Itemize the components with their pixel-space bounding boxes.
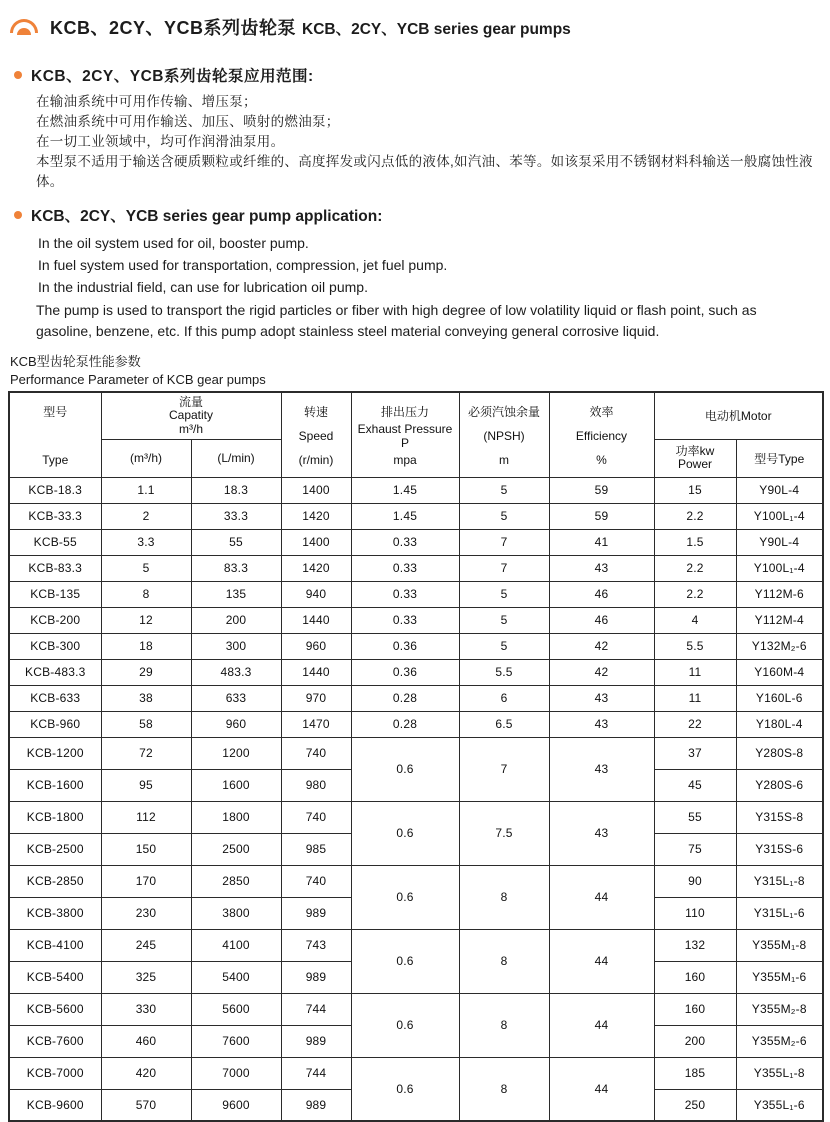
cell-capacity-lmin: 2500 [191,833,281,865]
cell-speed: 744 [281,1057,351,1089]
cell-type: KCB-960 [9,711,101,737]
cell-efficiency: 44 [549,1057,654,1121]
cell-type: KCB-4100 [9,929,101,961]
cell-motor-type: Y280S-6 [736,769,823,801]
cell-motor-type: Y100L₁-4 [736,503,823,529]
cell-npsh: 7 [459,529,549,555]
table-caption-en: Performance Parameter of KCB gear pumps [10,371,266,387]
cell-type: KCB-1600 [9,769,101,801]
cell-pressure: 0.33 [351,581,459,607]
cell-type: KCB-300 [9,633,101,659]
cell-motor-type: Y160M-4 [736,659,823,685]
cell-motor-type: Y280S-8 [736,737,823,769]
cell-power: 185 [654,1057,736,1089]
cell-pressure: 0.33 [351,555,459,581]
cn-line: 本型泵不适用于输送含硬质颗粒或纤维的、高度挥发或闪点低的液体,如汽油、苯等。如该泵采用不锈钢材料科输送一般腐蚀性液体。 [36,154,813,189]
cell-speed: 740 [281,737,351,769]
header-speed-zh: 转速 [303,404,328,419]
section-heading-cn [14,64,822,86]
cell-capacity-m3h: 72 [101,737,191,769]
cell-speed: 989 [281,897,351,929]
cell-type: KCB-483.3 [9,659,101,685]
section-heading-cn-text: KCB、2CY、YCB系列齿轮泵应用范围: [31,68,314,85]
header-speed [281,392,351,477]
cell-capacity-m3h: 460 [101,1025,191,1057]
cell-type: KCB-7600 [9,1025,101,1057]
table-row [9,555,823,581]
cn-line: 在输油系统中可用作传输、增压泵； [36,94,257,109]
cell-type: KCB-33.3 [9,503,101,529]
header-pressure-en: Exhaust Pressure P [357,422,453,451]
cell-pressure: 0.6 [351,1057,459,1121]
cell-capacity-lmin: 5400 [191,961,281,993]
cell-type: KCB-2500 [9,833,101,865]
cell-speed: 740 [281,801,351,833]
cell-pressure: 0.28 [351,711,459,737]
cell-power: 2.2 [654,503,736,529]
table-row [9,1057,823,1089]
cell-capacity-m3h: 330 [101,993,191,1025]
cell-speed: 1420 [281,555,351,581]
header-power-en: Power [677,457,712,471]
cell-power: 4 [654,607,736,633]
cell-capacity-m3h: 38 [101,685,191,711]
cell-pressure: 0.36 [351,659,459,685]
cell-speed: 970 [281,685,351,711]
cell-capacity-lmin: 1600 [191,769,281,801]
cell-motor-type: Y355L₁-6 [736,1089,823,1121]
cell-capacity-lmin: 83.3 [191,555,281,581]
header-motor-group: 电动机Motor [654,392,823,439]
cell-type: KCB-3800 [9,897,101,929]
cell-capacity-m3h: 12 [101,607,191,633]
cell-speed: 744 [281,993,351,1025]
cell-power: 22 [654,711,736,737]
cell-power: 110 [654,897,736,929]
cell-capacity-m3h: 570 [101,1089,191,1121]
cell-efficiency: 44 [549,865,654,929]
cell-pressure: 1.45 [351,503,459,529]
cn-line: 在燃油系统中可用作输送、加压、喷射的燃油泵； [36,114,340,129]
cell-motor-type: Y100L₁-4 [736,555,823,581]
cell-capacity-m3h: 325 [101,961,191,993]
cell-power: 160 [654,961,736,993]
header-capacity-unit: m³/h [179,421,203,436]
cell-type: KCB-7000 [9,1057,101,1089]
table-row [9,993,823,1025]
cell-motor-type: Y355L₁-8 [736,1057,823,1089]
table-row [9,503,823,529]
cell-capacity-m3h: 420 [101,1057,191,1089]
table-row [9,711,823,737]
table-row [9,633,823,659]
cell-npsh: 6.5 [459,711,549,737]
cell-capacity-lmin: 18.3 [191,477,281,503]
header-pressure-zh: 排出压力 [380,404,429,419]
header-efficiency-en: Efficiency [575,429,628,444]
header-npsh-zh: 必须汽蚀余量 [467,404,540,419]
cell-power: 11 [654,659,736,685]
cell-power: 75 [654,833,736,865]
cell-motor-type: Y355M₂-8 [736,993,823,1025]
cell-motor-type: Y355M₂-6 [736,1025,823,1057]
cell-power: 1.5 [654,529,736,555]
cell-capacity-m3h: 58 [101,711,191,737]
table-row [9,865,823,897]
cell-speed: 1400 [281,477,351,503]
cell-pressure: 0.6 [351,865,459,929]
en-line: In fuel system used for transportation, compression, jet fuel pump. [38,257,448,273]
table-body [9,477,823,1121]
en-line: In the industrial field, can use for lubrication oil pump. [38,279,368,295]
cell-efficiency: 43 [549,801,654,865]
cell-capacity-m3h: 18 [101,633,191,659]
header-npsh [459,392,549,477]
cell-motor-type: Y355M₁-8 [736,929,823,961]
header-motor-type: 型号Type [736,439,823,477]
cell-power: 250 [654,1089,736,1121]
cell-pressure: 0.33 [351,529,459,555]
cell-npsh: 7 [459,737,549,801]
bullet-icon [14,211,22,219]
cell-type: KCB-55 [9,529,101,555]
cell-power: 200 [654,1025,736,1057]
header-power [654,439,736,477]
header-capacity-lmin: (L/min) [191,439,281,477]
cell-capacity-lmin: 7600 [191,1025,281,1057]
cell-capacity-lmin: 5600 [191,993,281,1025]
cell-pressure: 0.6 [351,929,459,993]
cell-motor-type: Y90L-4 [736,529,823,555]
table-row [9,529,823,555]
cell-type: KCB-1200 [9,737,101,769]
header-capacity-m3h: (m³/h) [101,439,191,477]
cell-pressure: 1.45 [351,477,459,503]
cell-power: 11 [654,685,736,711]
cell-capacity-lmin: 55 [191,529,281,555]
cell-motor-type: Y132M₂-6 [736,633,823,659]
cell-efficiency: 43 [549,555,654,581]
cell-power: 132 [654,929,736,961]
cell-capacity-m3h: 112 [101,801,191,833]
cell-type: KCB-5400 [9,961,101,993]
cell-efficiency: 43 [549,737,654,801]
cell-speed: 940 [281,581,351,607]
cell-capacity-lmin: 300 [191,633,281,659]
cell-capacity-lmin: 200 [191,607,281,633]
cell-speed: 743 [281,929,351,961]
cell-power: 5.5 [654,633,736,659]
cell-speed: 980 [281,769,351,801]
cell-capacity-m3h: 5 [101,555,191,581]
header-npsh-unit: m [499,452,509,467]
cell-capacity-lmin: 483.3 [191,659,281,685]
cell-capacity-m3h: 150 [101,833,191,865]
header-capacity-group [101,392,281,439]
cell-capacity-m3h: 230 [101,897,191,929]
cell-capacity-m3h: 2 [101,503,191,529]
cell-type: KCB-633 [9,685,101,711]
cn-line: 在一切工业领域中，均可作润滑油泵用。 [36,134,285,149]
cell-npsh: 8 [459,993,549,1057]
header-efficiency-zh: 效率 [589,404,614,419]
cell-speed: 1440 [281,659,351,685]
cell-npsh: 5 [459,503,549,529]
cell-speed: 1470 [281,711,351,737]
cell-npsh: 8 [459,1057,549,1121]
section-cn-body [36,92,826,192]
cell-capacity-m3h: 29 [101,659,191,685]
header-pressure-unit: mpa [393,452,417,467]
cell-power: 55 [654,801,736,833]
cell-speed: 1420 [281,503,351,529]
cell-efficiency: 43 [549,685,654,711]
cell-capacity-lmin: 4100 [191,929,281,961]
cell-npsh: 5 [459,633,549,659]
header-efficiency [549,392,654,477]
cell-npsh: 6 [459,685,549,711]
cell-npsh: 5 [459,581,549,607]
cell-speed: 960 [281,633,351,659]
cell-efficiency: 59 [549,503,654,529]
cell-capacity-lmin: 135 [191,581,281,607]
cell-power: 2.2 [654,555,736,581]
brand-arc-icon [10,19,40,35]
header-capacity-en: Capatity [168,408,214,422]
en-paragraph: The pump is used to transport the rigid particles or fiber with high degree of low volatility liquid or flash point, such as gasoline, benzene, etc. If this pump adopt stainless steel material conveying general corrosive liquid. [36,302,757,339]
table-captions [8,353,822,388]
cell-motor-type: Y160L-6 [736,685,823,711]
cell-efficiency: 46 [549,581,654,607]
cell-capacity-lmin: 2850 [191,865,281,897]
cell-pressure: 0.33 [351,607,459,633]
cell-type: KCB-200 [9,607,101,633]
cell-pressure: 0.6 [351,801,459,865]
cell-power: 160 [654,993,736,1025]
cell-speed: 989 [281,961,351,993]
cell-capacity-m3h: 170 [101,865,191,897]
page-title-zh: KCB、2CY、YCB系列齿轮泵 [50,18,297,38]
cell-type: KCB-18.3 [9,477,101,503]
header-type [9,392,101,477]
cell-speed: 989 [281,1025,351,1057]
cell-efficiency: 42 [549,659,654,685]
cell-capacity-lmin: 633 [191,685,281,711]
cell-npsh: 5 [459,477,549,503]
table-row [9,685,823,711]
header-type-zh: 型号 [43,404,68,419]
cell-motor-type: Y112M-6 [736,581,823,607]
cell-efficiency: 43 [549,711,654,737]
cell-type: KCB-135 [9,581,101,607]
cell-motor-type: Y355M₁-6 [736,961,823,993]
page-title-en: KCB、2CY、YCB series gear pumps [302,21,571,38]
cell-capacity-lmin: 3800 [191,897,281,929]
cell-capacity-m3h: 3.3 [101,529,191,555]
cell-capacity-lmin: 9600 [191,1089,281,1121]
cell-capacity-m3h: 95 [101,769,191,801]
cell-npsh: 5.5 [459,659,549,685]
cell-motor-type: Y315L₁-8 [736,865,823,897]
cell-pressure: 0.6 [351,737,459,801]
table-row [9,581,823,607]
cell-motor-type: Y90L-4 [736,477,823,503]
header-power-zh: 功率kw [675,443,715,458]
cell-npsh: 7.5 [459,801,549,865]
cell-capacity-m3h: 245 [101,929,191,961]
cell-capacity-lmin: 1200 [191,737,281,769]
cell-type: KCB-1800 [9,801,101,833]
table-row [9,801,823,833]
cell-pressure: 0.36 [351,633,459,659]
cell-power: 37 [654,737,736,769]
cell-capacity-lmin: 960 [191,711,281,737]
cell-power: 2.2 [654,581,736,607]
section-heading-en [14,204,822,226]
cell-capacity-lmin: 1800 [191,801,281,833]
header-speed-en: Speed [298,429,334,444]
cell-speed: 989 [281,1089,351,1121]
bullet-icon [14,71,22,79]
cell-pressure: 0.28 [351,685,459,711]
section-heading-en-text: KCB、2CY、YCB series gear pump application: [31,208,383,225]
cell-power: 45 [654,769,736,801]
cell-efficiency: 41 [549,529,654,555]
cell-capacity-m3h: 1.1 [101,477,191,503]
cell-capacity-lmin: 33.3 [191,503,281,529]
section-en-body [38,232,798,298]
cell-power: 90 [654,865,736,897]
table-row [9,477,823,503]
header-efficiency-unit: % [596,452,607,467]
header-npsh-en: (NPSH) [483,429,525,444]
cell-type: KCB-2850 [9,865,101,897]
page-title [50,14,571,40]
cell-motor-type: Y315S-8 [736,801,823,833]
table-row [9,607,823,633]
table-row [9,737,823,769]
table-caption-zh: KCB型齿轮泵性能参数 [10,354,141,369]
cell-speed: 985 [281,833,351,865]
cell-motor-type: Y180L-4 [736,711,823,737]
cell-type: KCB-83.3 [9,555,101,581]
table-row [9,929,823,961]
cell-speed: 1440 [281,607,351,633]
cell-pressure: 0.6 [351,993,459,1057]
table-row [9,659,823,685]
cell-npsh: 7 [459,555,549,581]
cell-npsh: 8 [459,865,549,929]
cell-speed: 740 [281,865,351,897]
cell-capacity-m3h: 8 [101,581,191,607]
header-capacity-zh: 流量 [178,394,203,409]
cell-efficiency: 44 [549,929,654,993]
cell-efficiency: 46 [549,607,654,633]
cell-motor-type: Y315L₁-6 [736,897,823,929]
header-pressure [351,392,459,477]
cell-speed: 1400 [281,529,351,555]
cell-motor-type: Y112M-4 [736,607,823,633]
cell-capacity-lmin: 7000 [191,1057,281,1089]
performance-table [8,391,824,1122]
cell-type: KCB-5600 [9,993,101,1025]
cell-type: KCB-9600 [9,1089,101,1121]
cell-motor-type: Y315S-6 [736,833,823,865]
cell-efficiency: 42 [549,633,654,659]
cell-power: 15 [654,477,736,503]
page-title-row [10,12,822,42]
cell-npsh: 8 [459,929,549,993]
en-line: In the oil system used for oil, booster pump. [38,235,309,251]
cell-npsh: 5 [459,607,549,633]
header-type-en: Type [42,452,69,467]
cell-efficiency: 59 [549,477,654,503]
cell-efficiency: 44 [549,993,654,1057]
header-speed-unit: (r/min) [298,452,334,467]
